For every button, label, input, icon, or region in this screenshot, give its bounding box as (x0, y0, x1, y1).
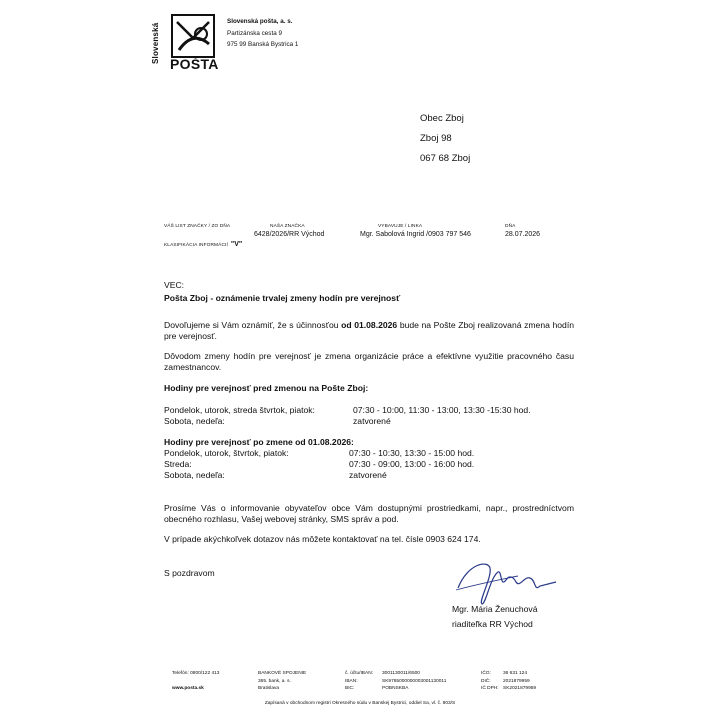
classification-label: KLASIFIKÁCIA INFORMÁCIÍ (164, 243, 228, 248)
logo-vertical-text: Slovenská (151, 22, 160, 64)
handled-value: Mgr. Sabolová Ingrid /0903 797 546 (360, 231, 471, 238)
hours-days: Streda: (164, 459, 192, 469)
recipient-line: 067 68 Zboj (420, 153, 471, 164)
p1-text-b: bude na Pošte Zboj realizovaná zmena hodín pre verejnosť. (164, 320, 574, 341)
our-ref-label: NAŠA ZNAČKA (270, 224, 305, 229)
classification-value: "V" (230, 241, 243, 248)
bank-name: 365. bank, a. s. (258, 678, 291, 684)
hours-times: zatvorené (349, 470, 387, 480)
paragraph-3: Prosíme Vás o informovanie obyvateľov obce Vám dostupnými prostriedkami, napr., prostredníctvom obecného rozhlasu, Vašej webovej stránky, SMS správ a pod. (164, 503, 574, 524)
footer-bank (258, 670, 306, 693)
date-label: DŇA (505, 224, 516, 229)
signatory (452, 602, 538, 632)
icdph-label: IČ DPH: (481, 686, 499, 691)
hours-row (164, 405, 574, 416)
recipient-line: Zboj 98 (420, 133, 452, 144)
hours-row (164, 448, 574, 459)
hours-times: 07:30 - 10:30, 13:30 - 15:00 hod. (349, 448, 475, 458)
company-city: 975 99 Banská Bystrica 1 (227, 41, 299, 48)
iban-value: SK9765000000003001130011 (382, 678, 447, 684)
account-label: č. účtu/IBAN: (345, 671, 373, 676)
footer-web: www.posta.sk (172, 686, 204, 691)
bic-value: POBNSKBA (382, 686, 409, 691)
footer-phone: Telefón: 0800/122 413 (172, 671, 220, 676)
dic-value: 2021879959 (503, 678, 530, 684)
account-value: 3001130011/6500 (382, 671, 420, 676)
hours-days: Pondelok, utorok, streda štvrtok, piatok: (164, 405, 315, 415)
hours-days: Pondelok, utorok, štvrtok, piatok: (164, 448, 289, 458)
bank-city: Bratislava (258, 686, 280, 691)
before-hours-table (164, 405, 574, 427)
signatory-name: Mgr. Mária Ženuchová (452, 604, 538, 614)
hours-row (164, 459, 574, 470)
hours-row (164, 470, 574, 481)
footer-id-labels (481, 670, 499, 693)
p1-date: od 01.08.2026 (341, 320, 398, 330)
handwritten-signature (448, 558, 568, 608)
signatory-title: riaditeľka RR Východ (452, 619, 533, 629)
ico-label: IČO: (481, 671, 491, 676)
hours-times: 07:30 - 10:00, 11:30 - 13:00, 13:30 -15:30 hod. (353, 405, 531, 415)
posta-logo-icon (171, 14, 215, 58)
ico-value: 36 631 124 (503, 671, 528, 676)
company-street: Partizánska cesta 9 (227, 29, 282, 37)
icdph-value: SK2021879959 (503, 686, 537, 691)
subject: Pošta Zboj - oznámenie trvalej zmeny hodín pre verejnosť (164, 293, 401, 303)
your-ref-label: VÁŠ LIST ZNAČKY / ZO DŇA (164, 224, 231, 229)
subject-label: VEC: (164, 280, 185, 290)
hours-days: Sobota, nedeľa: (164, 416, 225, 426)
footer-registry: Zapísaná v obchodnom registri Okresného súdu v Banskej Bystrici, oddiel Sa, vl. č. 803/S (264, 701, 456, 706)
paragraph-2: Dôvodom zmeny hodín pre verejnosť je zmena organizácie práce a efektívne využitie pracovného času zamestnancov. (164, 351, 574, 372)
closing: S pozdravom (164, 568, 215, 578)
dic-label: DIČ: (481, 678, 491, 684)
company-name: Slovenská pošta, a. s. (227, 18, 293, 25)
iban-label: IBAN: (345, 678, 358, 684)
p1-text-a: Dovoľujeme si Vám oznámiť, že s účinnosťou (164, 320, 342, 330)
hours-times: 07:30 - 09:00, 13:00 - 16:00 hod. (349, 459, 475, 469)
footer-id-values (503, 670, 536, 693)
paragraph-1 (164, 320, 574, 342)
company-address (227, 16, 298, 51)
hours-times: zatvorené (353, 416, 391, 426)
hours-row (164, 416, 574, 427)
handled-label: VYBAVUJE / LINKA (378, 224, 423, 229)
footer-account-labels (345, 670, 373, 693)
classification (164, 241, 242, 248)
date-value: 28.07.2026 (505, 231, 541, 238)
before-heading: Hodiny pre verejnosť pred zmenou na Pošte Zboj: (164, 383, 369, 393)
footer-account-values (382, 670, 446, 693)
recipient-address (420, 109, 470, 169)
our-ref-value: 6428/2026/RR Východ (254, 231, 325, 238)
paragraph-4: V prípade akýchkoľvek dotazov nás môžete kontaktovať na tel. čísle 0903 624 174. (164, 534, 481, 544)
bank-label: BANKOVÉ SPOJENIE (258, 671, 307, 676)
after-hours-table (164, 448, 574, 481)
after-heading: Hodiny pre verejnosť po zmene od 01.08.2026: (164, 437, 354, 447)
bic-label: BIC: (345, 686, 355, 691)
logo-word: POŠTA (170, 56, 219, 72)
hours-days: Sobota, nedeľa: (164, 470, 225, 480)
recipient-line: Obec Zboj (420, 113, 464, 124)
